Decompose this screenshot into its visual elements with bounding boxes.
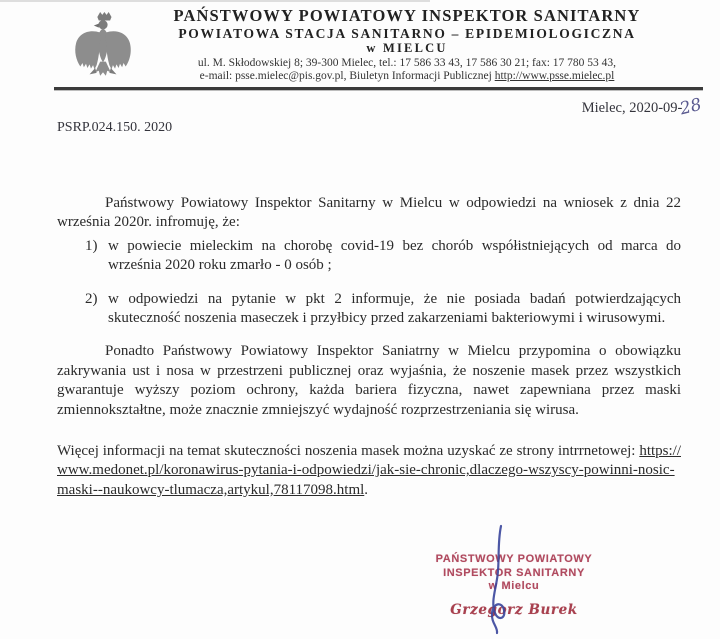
reference-number: PSRP.024.150. 2020 — [57, 120, 173, 135]
list-marker: 1) — [85, 237, 98, 254]
link-suffix-period: . — [364, 481, 369, 498]
place-date-text: Mielec, 2020-09- — [581, 100, 683, 116]
org-name-line2: POWIATOWA STACJA SANITARNO – EPIDEMIOLOGICZNA — [178, 26, 636, 41]
contact-line — [140, 70, 674, 83]
stamp-line2: INSPEKTOR SANITARNY — [443, 566, 585, 579]
list-item-text: w odpowiedzi na pytanie w pkt 2 informuje, że nie posiada badań potwierdzających skuteczność noszenia maseczek i przyłbicy przed zakarzeniami bakteriowymi i wirusowymi. — [108, 290, 681, 327]
email-text: e-mail: psse.mielec@pis.gov.pl, Biuletyn Informacji Publicznej — [199, 70, 495, 82]
more-info-text: Więcej informacji na temat skuteczności noszenia masek można uzyskać ze strony intrrnetowej: — [57, 443, 640, 460]
letterhead — [0, 0, 720, 84]
org-name-line3: w MIELCU — [366, 41, 448, 55]
intro-paragraph: Państwowy Powiatowy Inspektor Sanitarny w Mielcu w odpowiedzi na wniosek z dnia 22 września 2020r. infromuję, że: — [57, 195, 681, 231]
list-marker: 2) — [85, 290, 98, 307]
address-line: ul. M. Skłodowskiej 8; 39-300 Mielec, tel.: 17 586 33 43, 17 586 30 21; fax: 17 780 53 43, — [197, 57, 617, 69]
letter-body — [57, 194, 681, 500]
list-item — [57, 237, 681, 276]
polish-eagle-emblem-icon — [66, 12, 140, 80]
stamp-line3: w Mielcu — [488, 580, 540, 592]
reminder-paragraph: Ponadto Państwowy Powiatowy Inspektor Saniatrny w Mielcu przypomina o obowiązku zakrywania ust i nosa w przestrzeni publicznej oraz wyjaśnia, że noszenie masek przez wszystkich gwarantuje wyższy poziom ochrony, każda bariera fizyczna, nawet zapewniana przez maski zmiennokształtne, może znacznie zmniejszyć wydajność rozprzestrzeniania się wirusa. — [57, 343, 681, 418]
stamp-signer-name: Grzegorz Burek — [450, 601, 578, 618]
letterhead-text — [140, 6, 674, 83]
header-divider — [54, 87, 703, 90]
stamp-line1: PAŃSTWOWY POWIATOWY — [435, 553, 593, 565]
list-item-text: w powiecie mieleckim na chorobę covid-19 bez chorób współistniejących od marca do września 2020 roku zmarło - 0 osób ; — [108, 237, 681, 274]
medonet-article-link[interactable]: https://www.medonet.pl/koronawirus-pytania-i-odpowiedzi/jak-sie-chronic,dlaczego-wszyscy-powinni-nosic-maski--naukowcy-tlumacza,artykul,78117098.html — [57, 443, 681, 498]
org-name-line1: PAŃSTWOWY POWIATOWY INSPEKTOR SANITARNY — [173, 6, 641, 25]
handwritten-day: 28 — [678, 94, 705, 120]
date-line — [0, 94, 720, 120]
more-info-paragraph — [57, 442, 681, 500]
numbered-list — [57, 237, 681, 329]
official-stamp — [424, 553, 604, 618]
website-link[interactable]: http://www.psse.mielec.pl — [494, 70, 615, 82]
list-item — [57, 290, 681, 329]
